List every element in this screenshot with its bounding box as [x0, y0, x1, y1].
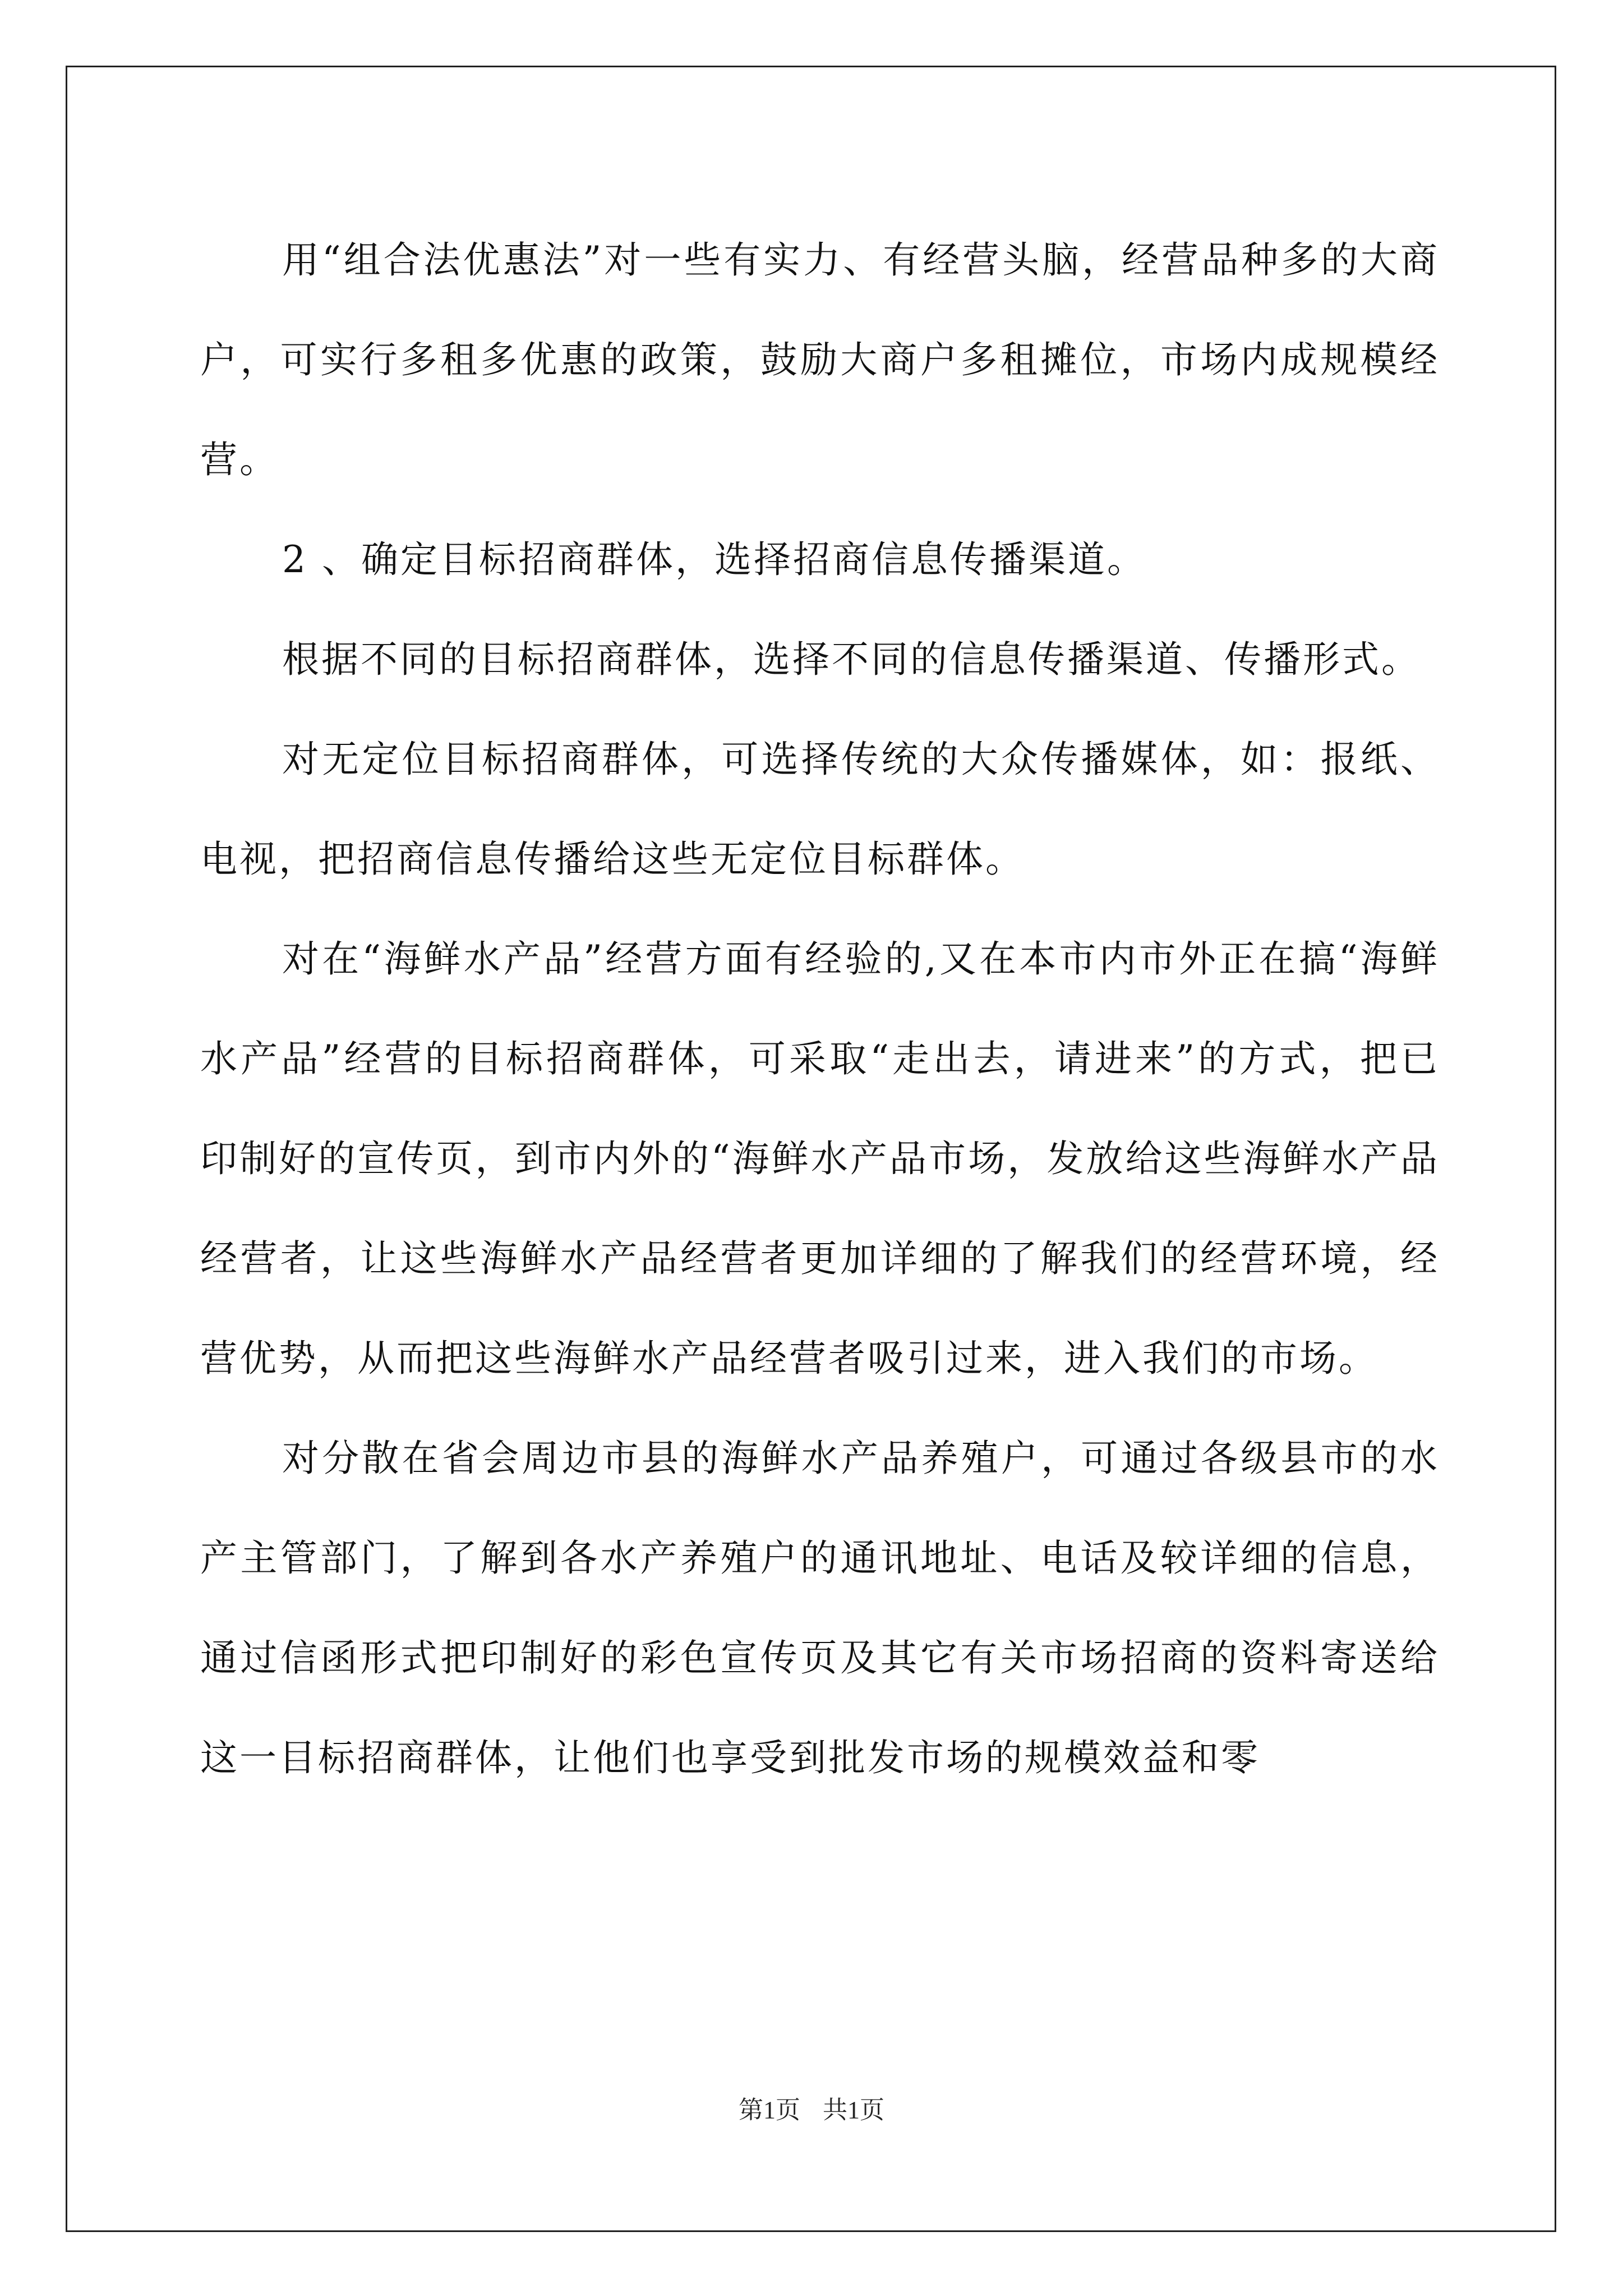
paragraph-3: 根据不同的目标招商群体，选择不同的信息传播渠道、传播形式。: [282, 638, 1421, 681]
page-total: 共1页: [823, 2096, 884, 2124]
page-footer: [0, 2090, 1623, 2125]
paragraph-2: 2 、确定目标招商群体，选择招商信息传播渠道。: [282, 538, 1146, 581]
document-body: [200, 210, 1440, 1808]
paragraph-6: 对分散在省会周边市县的海鲜水产品养殖户，可通过各级县市的水产主管部门，了解到各水产养殖户的通讯地址、电话及较详细的信息，通过信函形式把印制好的彩色宣传页及其它有关市场招商的资料寄送给这一目标招商群体，让他们也享受到批发市场的规模效益和零: [200, 1437, 1440, 1779]
paragraph-4: 对无定位目标招商群体，可选择传统的大众传播媒体，如：报纸、电视，把招商信息传播给这些无定位目标群体。: [200, 738, 1440, 881]
page-number: 第1页: [739, 2096, 800, 2124]
paragraph-1: 用“组合法优惠法”对一些有实力、有经营头脑，经营品种多的大商户，可实行多租多优惠的政策，鼓励大商户多租摊位，市场内成规模经营。: [200, 238, 1440, 481]
paragraph-5: 对在“海鲜水产品”经营方面有经验的,又在本市内市外正在搞“海鲜水产品”经营的目标招商群体，可采取“走出去，请进来”的方式，把已印制好的宣传页，到市内外的“海鲜水产品市场，发放给这些海鲜水产品经营者，让这些海鲜水产品经营者更加详细的了解我们的经营环境，经营优势，从而把这些海鲜水产品经营者吸引过来，进入我们的市场。: [200, 937, 1440, 1380]
